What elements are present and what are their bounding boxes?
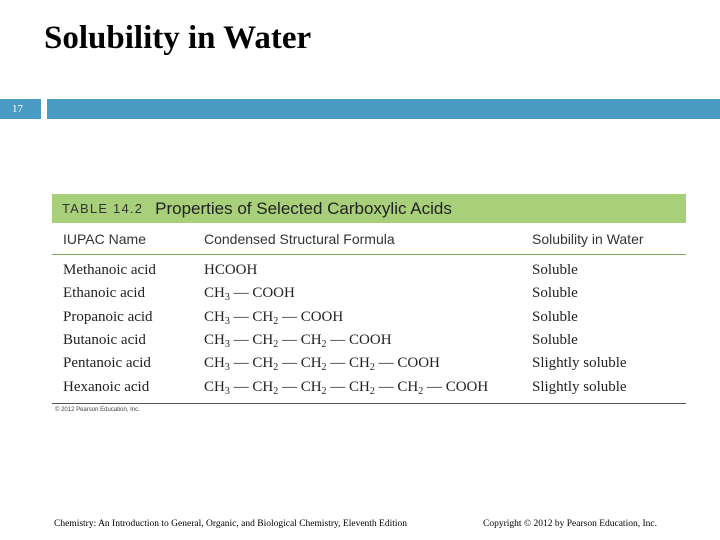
- cell-solubility: Soluble: [532, 285, 578, 302]
- table-row: [52, 282, 686, 305]
- cell-formula: $CH_3$ — $CH_2$ — $CH_2$ — $CH_2$ — $CH_2$ — COOH: [204, 378, 489, 397]
- header-iupac-name: IUPAC Name: [52, 223, 204, 255]
- footer-copyright: Copyright © 2012 by Pearson Education, Inc.: [483, 519, 657, 529]
- cell-solubility: Soluble: [532, 308, 578, 325]
- cell-iupac-name: Butanoic acid: [63, 332, 146, 349]
- header-solubility: Solubility in Water: [532, 223, 686, 255]
- header-formula: Condensed Structural Formula: [204, 223, 532, 255]
- properties-table: [52, 223, 686, 403]
- cell-iupac-name: Propanoic acid: [63, 308, 153, 325]
- footer-book-title: Chemistry: An Introduction to General, Organic, and Biological Chemistry, Eleventh Edition: [54, 519, 408, 529]
- cell-iupac-name: Methanoic acid: [63, 262, 156, 279]
- table-label: TABLE 14.2: [62, 201, 144, 216]
- table-title: Properties of Selected Carboxylic Acids: [155, 198, 452, 218]
- table-row: [52, 329, 686, 352]
- slide-title: Solubility in Water: [44, 20, 312, 56]
- table-header-row: [52, 223, 686, 255]
- table-row: [52, 255, 686, 283]
- table-row: [52, 306, 686, 329]
- table-bottom-rule: [52, 403, 686, 404]
- cell-formula: $CH_3$ — $CH_2$ — $CH_2$ — COOH: [204, 332, 392, 351]
- table-copyright: © 2012 Pearson Education, Inc.: [55, 406, 140, 413]
- cell-formula: $CH_3$ — COOH: [204, 285, 295, 304]
- table-row: [52, 352, 686, 375]
- carboxylic-acids-table: [52, 194, 686, 413]
- cell-formula: $CH_3$ — $CH_2$ — $CH_2$ — $CH_2$ — COOH: [204, 355, 440, 374]
- cell-iupac-name: Pentanoic acid: [63, 355, 151, 372]
- table-row: [52, 375, 686, 402]
- cell-solubility: Soluble: [532, 262, 578, 279]
- slide-number: 17: [0, 99, 41, 119]
- title-accent-bar: [47, 99, 720, 119]
- cell-iupac-name: Ethanoic acid: [63, 285, 146, 302]
- cell-iupac-name: Hexanoic acid: [63, 378, 150, 395]
- cell-solubility: Soluble: [532, 332, 578, 349]
- cell-solubility: Slightly soluble: [532, 378, 627, 395]
- table-caption: [52, 194, 686, 223]
- cell-solubility: Slightly soluble: [532, 355, 627, 372]
- table-body: [52, 255, 686, 403]
- cell-formula: HCOOH: [204, 262, 258, 279]
- cell-formula: $CH_3$ — $CH_2$ — COOH: [204, 308, 344, 327]
